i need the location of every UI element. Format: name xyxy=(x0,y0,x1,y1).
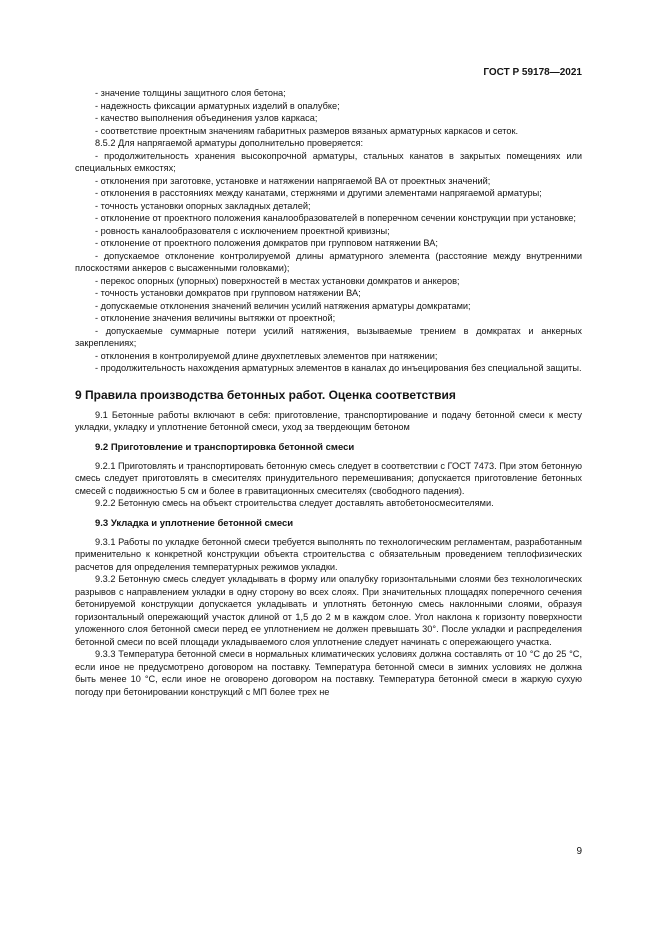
list-item: - качество выполнения объединения узлов каркаса; xyxy=(95,113,318,123)
list-item: - допускаемые суммарные потери усилий натяжения, вызываемые трением в домкратах и анкерных закреплениях; xyxy=(75,325,582,348)
section-9-3-heading: 9.3 Укладка и уплотнение бетонной смеси xyxy=(95,517,294,529)
clause-9-3-2: 9.3.2 Бетонную смесь следует укладывать в форму или опалубку горизонтальными слоями без технологических разрывов с направлением укладки в одну сторону во всех слоях. При значительных площадях поперечного сечения бетонируемой конструкции допускается укладывать и уплотнять бетонную смесь наклонными слоями, образуя горизонтальный опережающий участок длиной от 1,5 до 2 м в каждом слое. Угол наклона к горизонту поверхности уложенного слоя бетонной смеси перед ее уплотнением не должен превышать 30°. После укладки и распределения бетонной смеси по всей площади укладываемого слоя уплотнение следует начинать с опережающего участка. xyxy=(75,574,582,647)
page-content xyxy=(75,87,582,698)
list-item: - отклонение от проектного положения каналообразователей в поперечном сечении конструкции при установке; xyxy=(95,213,576,223)
list-item: - продолжительность хранения высокопрочной арматуры, стальных канатов в закрытых помещениях или специальных емкостях; xyxy=(75,150,582,173)
list-item: - точность установки домкратов при групповом натяжении ВА; xyxy=(95,288,361,298)
list-item: - отклонения в расстояниях между канатами, стержнями и другими элементами напрягаемой арматуры; xyxy=(95,188,542,198)
list-item: - отклонение значения величины вытяжки от проектной; xyxy=(95,313,336,323)
list-item: - допускаемые отклонения значений величин усилий натяжения арматуры домкратами; xyxy=(95,300,471,311)
list-item: - точность установки опорных закладных деталей; xyxy=(95,200,311,211)
clause-9-1: 9.1 Бетонные работы включают в себя: приготовление, транспортирование и подачу бетонной смеси к месту укладки, укладку и уплотнение бетонной смеси, уход за твердеющим бетоном xyxy=(75,409,582,432)
list-item: - продолжительность нахождения арматурных элементов в каналах до инъецирования без специальной защиты. xyxy=(95,363,582,373)
section-9-heading: 9 Правила производства бетонных работ. Оценка соответствия xyxy=(75,387,456,402)
list-item: - надежность фиксации арматурных изделий в опалубке; xyxy=(95,100,340,111)
clause-9-3-1: 9.3.1 Работы по укладке бетонной смеси требуется выполнять по технологическим регламентам, разработанным применительно к конкретной конструкции объекта строительства с обязательным проведением теплофизических расчетов для определения температурных режимов укладки. xyxy=(75,536,582,572)
list-item: - допускаемое отклонение контролируемой длины арматурного элемента (расстояние между внутренними плоскостями анкеров с высаженными головками); xyxy=(75,250,582,273)
list-item: - отклонения в контролируемой длине двухпетлевых элементов при натяжении; xyxy=(95,350,438,361)
list-item: - соответствие проектным значениям габаритных размеров вязаных арматурных каркасов и сеток. xyxy=(95,125,519,136)
checklist-reinforcement xyxy=(75,87,582,137)
clause-9-2-2: 9.2.2 Бетонную смесь на объект строительства следует доставлять автобетоносмесителями. xyxy=(95,498,494,508)
checklist-prestressed xyxy=(75,150,582,375)
list-item: - отклонение от проектного положения домкратов при групповом натяжении ВА; xyxy=(95,238,438,248)
page-number: 9 xyxy=(576,846,582,857)
clause-8-5-2: 8.5.2 Для напрягаемой арматуры дополнительно проверяется: xyxy=(95,138,364,148)
list-item: - отклонения при заготовке, установке и натяжении напрягаемой ВА от проектных значений; xyxy=(95,175,491,186)
list-item: - значение толщины защитного слоя бетона; xyxy=(95,88,286,98)
list-item: - перекос опорных (упорных) поверхностей в местах установки домкратов и анкеров; xyxy=(95,275,460,286)
section-9-2-heading: 9.2 Приготовление и транспортировка бетонной смеси xyxy=(95,441,355,453)
clause-9-2-1: 9.2.1 Приготовлять и транспортировать бетонную смесь следует в соответствии с ГОСТ 7473. При этом бетонную смесь следует приготовлять в смесителях принудительного перемешивания; допускается приготовление бетонных смесей с подвижностью 5 см и более в гравитационных смесителях (свободного падения). xyxy=(75,460,582,496)
document-header: ГОСТ Р 59178—2021 xyxy=(483,67,582,78)
clause-9-3-3: 9.3.3 Температура бетонной смеси в нормальных климатических условиях должна составлять от 10 °С до 25 °С, если иное не предусмотрено договором на поставку. Температура бетонной смеси в зимних условиях не должна быть менее 10 °С, если иное не оговорено договором на поставку. Температура бетонной смеси в жаркую сухую погоду при бетонировании конструкций с МП более трех не xyxy=(75,649,582,697)
list-item: - ровность каналообразователя с исключением проектной кривизны; xyxy=(95,225,390,236)
